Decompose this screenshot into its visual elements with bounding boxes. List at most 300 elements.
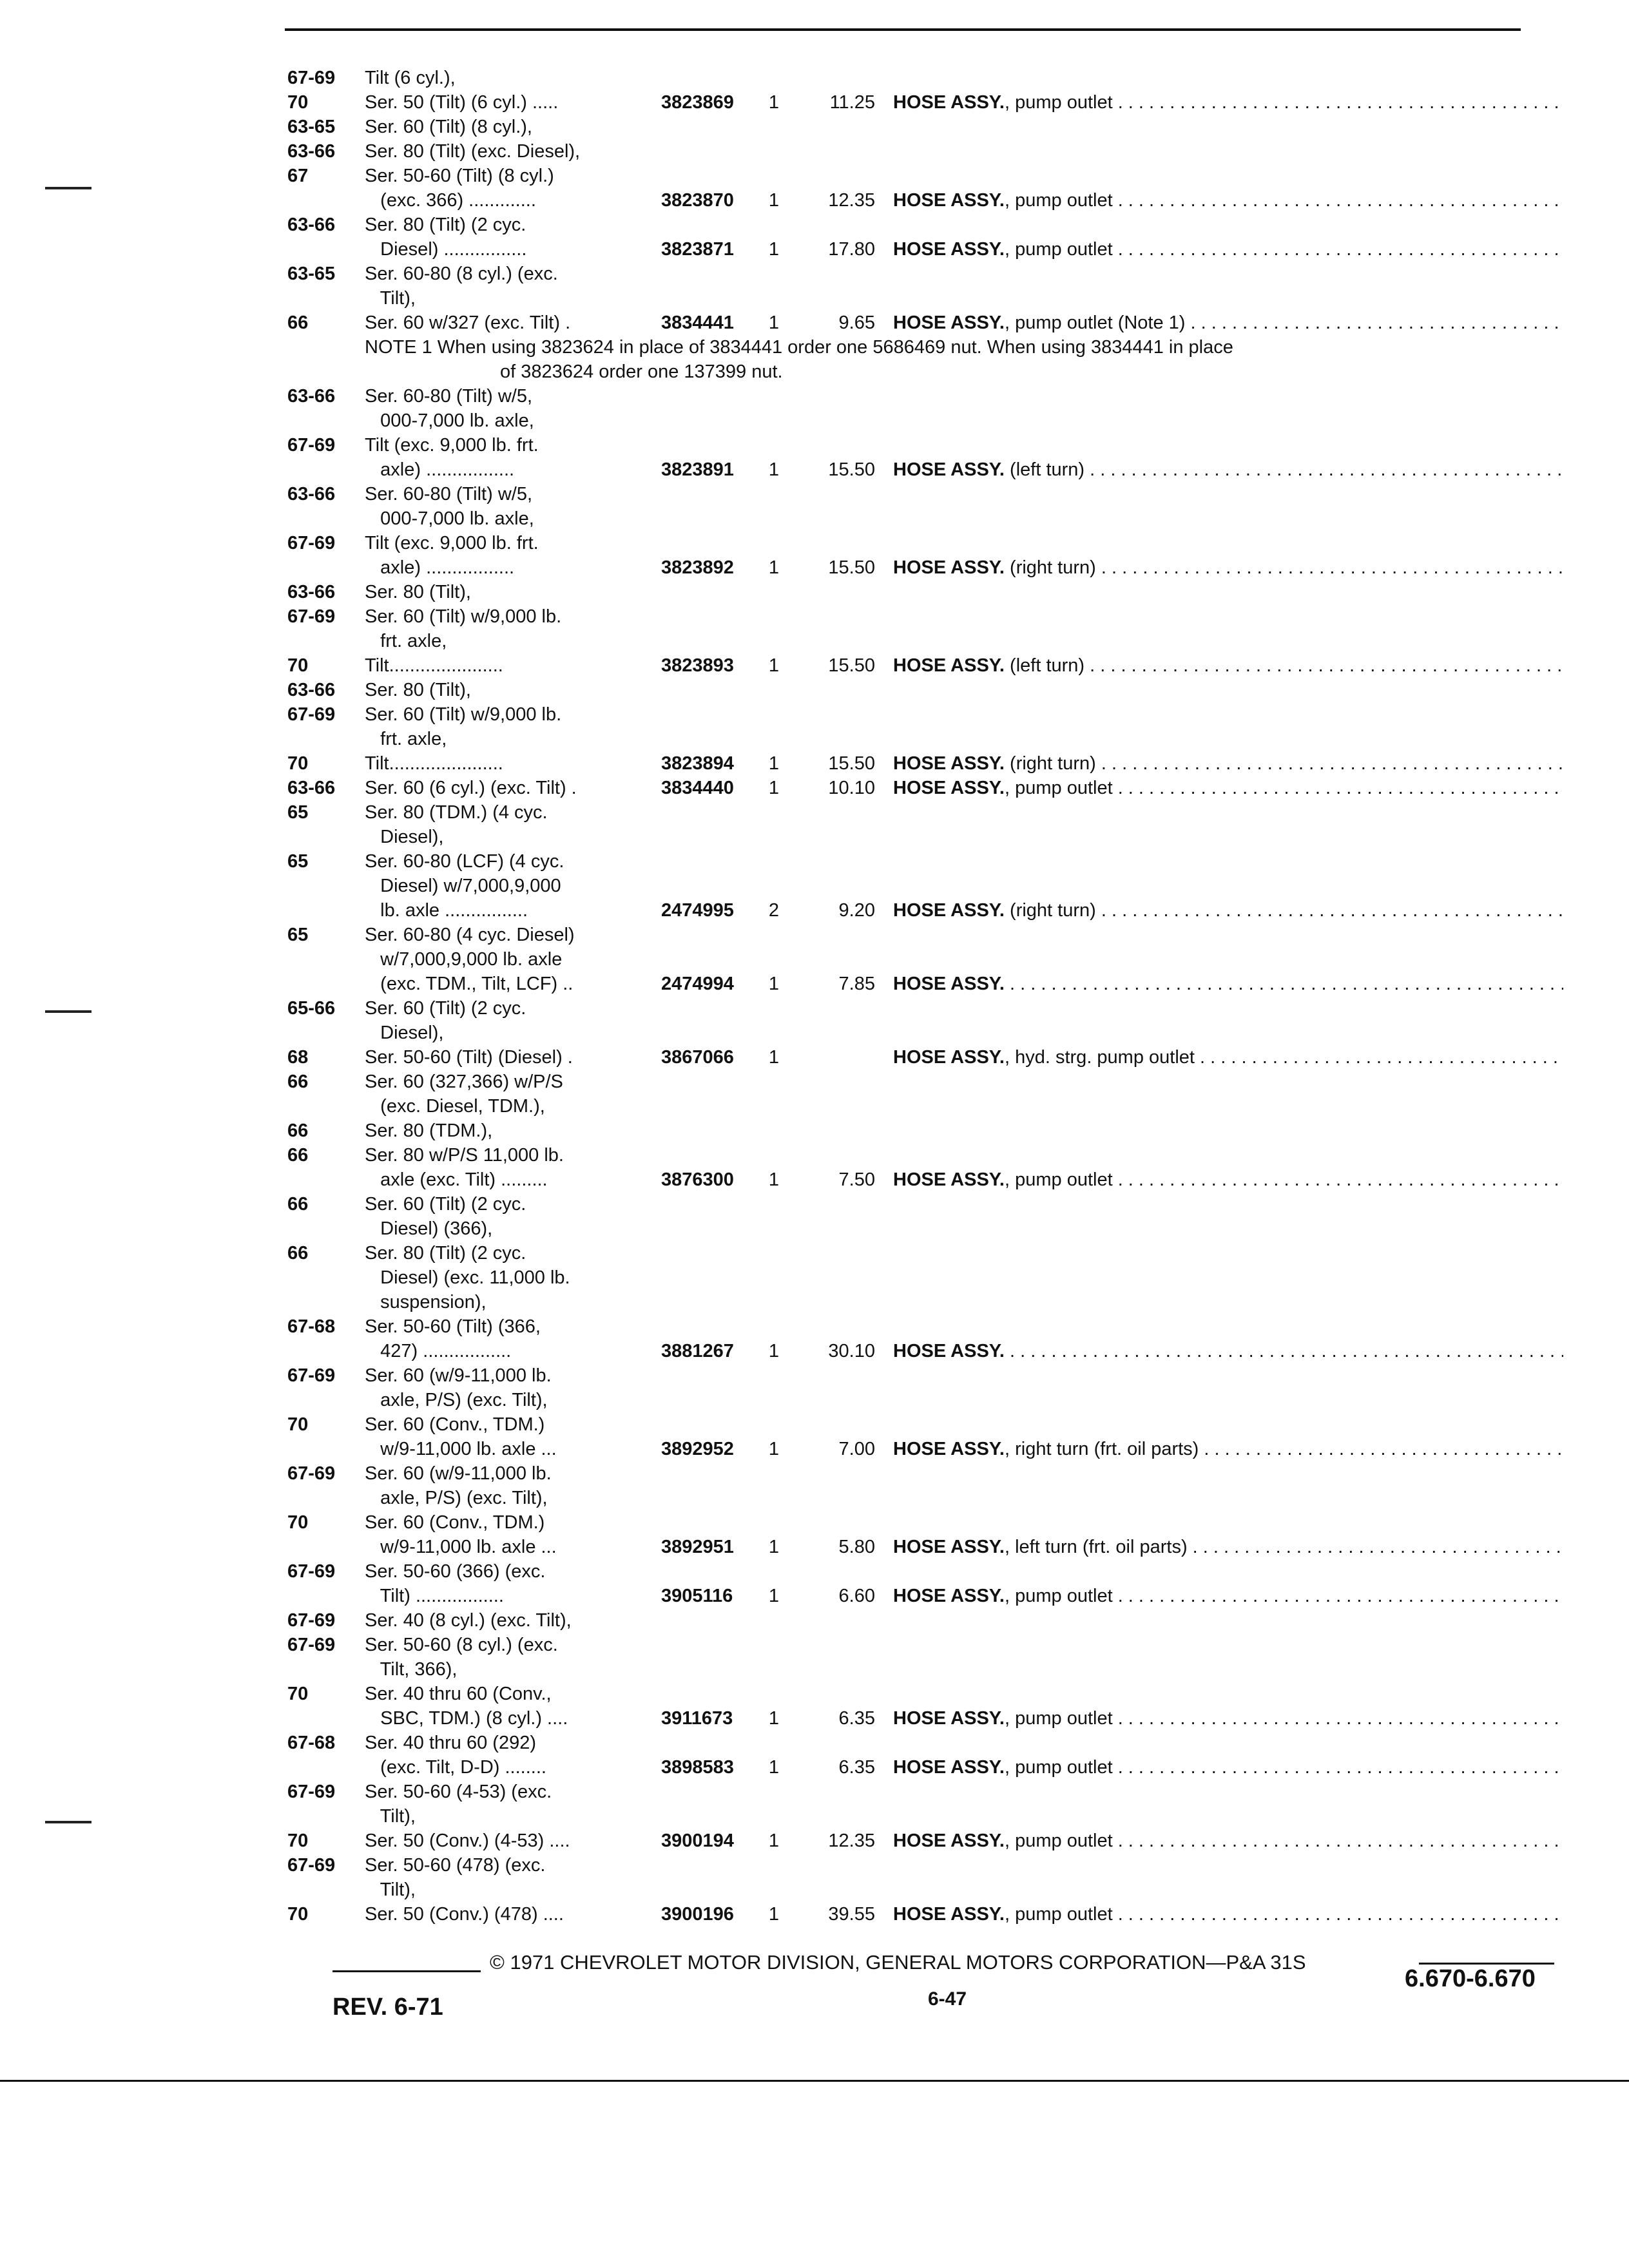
application-line: Ser. 60 (Tilt) (2 cyc. [365,998,526,1019]
model-year [287,1437,365,1461]
application-line: Ser. 60 (Conv., TDM.) [365,1512,545,1533]
application [365,1780,661,1853]
model-year: 67-69 [287,1561,336,1582]
application-line: SBC, TDM.) (8 cyl.) .... [365,1708,568,1729]
application-line: Ser. 50-60 (8 cyl.) (exc. [365,1635,558,1655]
catalog-entry [287,213,1563,262]
model-year: 70 [287,92,309,113]
application [365,800,661,923]
application-line: (exc. 366) ............. [365,190,536,211]
model-year: 63-65 [287,117,336,137]
application-line: Ser. 60-80 (8 cyl.) (exc. [365,264,558,284]
model-years [287,580,365,678]
model-year [287,237,365,262]
part-detail: , pump outlet [1004,1831,1113,1851]
model-year [287,629,365,653]
price: 5.80 [838,1537,875,1557]
model-year [287,1804,365,1829]
catalog-entry [287,66,1563,115]
quantity: 1 [768,1439,780,1459]
note-1-line1: NOTE 1 When using 3823624 in place of 3834441 order one 5686469 nut. When using 3834441 in place [365,337,1233,358]
part-number: 3900194 [661,1831,734,1851]
application-line: Ser. 60 (Tilt) w/9,000 lb. [365,704,562,725]
quantity: 1 [768,753,780,774]
price: 10.10 [828,778,875,798]
model-year: 70 [287,1414,309,1435]
part-name: HOSE ASSY. [893,1439,1005,1459]
quantity: 1 [768,1169,780,1190]
price: 39.55 [828,1904,875,1925]
footer-rule-right [1419,1963,1554,1965]
part-name: HOSE ASSY. [893,1708,1005,1729]
application-line: Tilt), [365,288,416,309]
application [365,776,661,800]
catalog-entry [287,1461,1563,1559]
application-line: Tilt) ................. [365,1586,504,1606]
application-line: Ser. 80 (Tilt) (2 cyc. [365,1243,526,1264]
part-description [893,1339,1563,1363]
model-year [287,1878,365,1902]
quantity: 1 [768,1831,780,1851]
part-number: 3823894 [661,753,734,774]
application-line: Diesel), [365,827,444,847]
part-description [893,1437,1563,1461]
part-name: HOSE ASSY. [893,1586,1005,1606]
model-year: 67-69 [287,533,336,553]
application [365,1608,661,1731]
model-year: 70 [287,1831,309,1851]
footer-copyright: © 1971 CHEVROLET MOTOR DIVISION, GENERAL MOTORS CORPORATION—P&A 31S [490,1951,1306,1974]
model-year [287,1290,365,1314]
quantity: 1 [768,1341,780,1361]
part-description [893,751,1563,776]
price: 12.35 [828,190,875,211]
application-line: axle, P/S) (exc. Tilt), [365,1488,548,1508]
model-year: 66 [287,312,309,333]
part-description [893,311,1563,335]
price: 9.20 [838,900,875,921]
model-years [287,1192,365,1363]
footer-rule-left [333,1970,481,1972]
application-line: Ser. 80 (Tilt), [365,582,471,602]
application [365,580,661,678]
model-years [287,1780,365,1853]
application-line: 000-7,000 lb. axle, [365,410,534,431]
model-year [287,1657,365,1682]
model-years [287,213,365,262]
application-line: Tilt), [365,1879,416,1900]
model-year: 65 [287,925,309,945]
catalog-entry [287,996,1563,1070]
model-year: 67-69 [287,1463,336,1484]
margin-mark [45,1010,92,1013]
model-year: 67-69 [287,435,336,456]
model-years [287,996,365,1070]
part-description [893,457,1563,482]
model-year: 70 [287,1512,309,1533]
part-number: 3905116 [661,1586,733,1606]
part-description [893,1584,1563,1608]
application-line: Ser. 60 (Tilt) (8 cyl.), [365,117,532,137]
part-detail: , pump outlet [1004,778,1113,798]
part-description [893,90,1563,115]
model-years [287,678,365,776]
model-year [287,1339,365,1363]
application [365,1853,661,1927]
application [365,1559,661,1608]
model-years [287,66,365,115]
model-year: 67-69 [287,1782,336,1802]
application-line: Ser. 50-60 (Tilt) (8 cyl.) [365,166,554,186]
application [365,996,661,1070]
quantity: 1 [768,1586,780,1606]
quantity: 1 [768,655,780,676]
model-year: 67-69 [287,68,336,88]
model-year [287,188,365,213]
application-line: Tilt...................... [365,753,503,774]
model-year: 63-66 [287,778,336,798]
catalog-entry [287,1070,1563,1192]
application-line: Ser. 40 (8 cyl.) (exc. Tilt), [365,1610,572,1631]
part-number: 3823869 [661,92,734,113]
application-line: 000-7,000 lb. axle, [365,508,534,529]
application-line: Ser. 50-60 (Tilt) (366, [365,1316,541,1337]
margin-mark [45,187,92,189]
model-year [287,1168,365,1192]
part-name: HOSE ASSY. [893,1757,1005,1778]
quantity: 1 [768,1047,780,1068]
part-number: 3867066 [661,1047,734,1068]
application-line: Ser. 40 thru 60 (292) [365,1733,536,1753]
note-1-line2: of 3823624 order one 137399 nut. [500,361,783,382]
price: 7.85 [838,974,875,994]
note-1 [287,335,1563,384]
application-line: Ser. 80 w/P/S 11,000 lb. [365,1145,564,1166]
model-years [287,1853,365,1927]
page-number: 6-47 [928,1988,967,2010]
model-year: 66 [287,1194,309,1215]
application [365,482,661,580]
model-year [287,1216,365,1241]
part-number: 3898583 [661,1757,734,1778]
application-line: Ser. 60 (w/9-11,000 lb. [365,1365,552,1386]
part-name: HOSE ASSY. [893,753,1005,774]
model-years [287,923,365,996]
catalog-entry [287,1559,1563,1608]
part-detail: , pump outlet [1004,239,1113,260]
model-year: 67-69 [287,606,336,627]
application-line: Ser. 60 (w/9-11,000 lb. [365,1463,552,1484]
application-line: Diesel) w/7,000,9,000 [365,876,561,896]
parts-catalog-list [287,66,1563,1927]
part-detail: (right turn) [1004,557,1096,578]
top-rule [285,28,1521,31]
part-name: HOSE ASSY. [893,459,1005,480]
application-line: axle, P/S) (exc. Tilt), [365,1390,548,1410]
model-year [287,1388,365,1412]
price: 30.10 [828,1341,875,1361]
model-year: 67-68 [287,1733,336,1753]
part-number: 3876300 [661,1169,734,1190]
part-description [893,1168,1563,1192]
part-description [893,1755,1563,1780]
price: 6.35 [838,1757,875,1778]
model-year: 70 [287,1904,309,1925]
application-line: (exc. Tilt, D-D) ........ [365,1757,546,1778]
application-line: Diesel) (exc. 11,000 lb. [365,1267,570,1288]
price: 6.60 [838,1586,875,1606]
margin-mark [45,1821,92,1823]
application-line: Ser. 60-80 (4 cyc. Diesel) [365,925,575,945]
catalog-entry [287,580,1563,678]
part-detail: , pump outlet [1004,1586,1113,1606]
catalog-entry [287,482,1563,580]
part-detail: (right turn) [1004,753,1096,774]
model-year [287,457,365,482]
model-year: 66 [287,1120,309,1141]
model-years [287,384,365,482]
application-line: Tilt (exc. 9,000 lb. frt. [365,435,539,456]
application-line: axle) ................. [365,459,515,480]
part-description [893,972,1563,996]
application-line: Ser. 60 w/327 (exc. Tilt) . [365,312,571,333]
application-line: Ser. 60-80 (Tilt) w/5, [365,386,533,407]
price: 9.65 [838,312,875,333]
part-number: 3900196 [661,1904,734,1925]
model-year [287,555,365,580]
part-detail: (left turn) [1004,655,1085,676]
quantity: 2 [768,900,780,921]
part-number: 2474995 [661,900,734,921]
application-line: suspension), [365,1292,487,1312]
application-line: (exc. TDM., Tilt, LCF) .. [365,974,574,994]
part-description [893,555,1563,580]
application-line: w/9-11,000 lb. axle ... [365,1439,557,1459]
catalog-entry [287,678,1563,776]
model-year: 66 [287,1243,309,1264]
part-number: 3881267 [661,1341,734,1361]
part-description [893,1045,1563,1070]
price: 6.35 [838,1708,875,1729]
quantity: 1 [768,1904,780,1925]
application-line: Diesel) (366), [365,1218,493,1239]
model-year [287,408,365,433]
application-line: Ser. 60 (Tilt) w/9,000 lb. [365,606,562,627]
application [365,66,661,115]
application-line: Ser. 60-80 (Tilt) w/5, [365,484,533,505]
model-years [287,1608,365,1731]
application-line: Ser. 60-80 (LCF) (4 cyc. [365,851,564,872]
part-name: HOSE ASSY. [893,239,1005,260]
model-year: 70 [287,655,309,676]
part-detail: , pump outlet [1004,92,1113,113]
application-line: w/7,000,9,000 lb. axle [365,949,563,970]
part-name: HOSE ASSY. [893,1047,1005,1068]
part-name: HOSE ASSY. [893,312,1005,333]
application [365,1461,661,1559]
part-description [893,237,1563,262]
application-line: Ser. 50 (Conv.) (4-53) .... [365,1831,570,1851]
part-detail: , pump outlet [1004,190,1113,211]
part-name: HOSE ASSY. [893,1831,1005,1851]
price: 7.50 [838,1169,875,1190]
model-years [287,115,365,213]
model-year: 65 [287,802,309,823]
part-name: HOSE ASSY. [893,655,1005,676]
application-line: frt. axle, [365,631,447,651]
part-detail: , left turn (frt. oil parts) [1004,1537,1188,1557]
application-line: axle (exc. Tilt) ......... [365,1169,548,1190]
application-line: axle) ................. [365,557,515,578]
catalog-entry [287,1853,1563,1927]
model-year: 63-66 [287,215,336,235]
application-line: Ser. 80 (Tilt) (2 cyc. [365,215,526,235]
model-year [287,874,365,898]
part-name: HOSE ASSY. [893,557,1005,578]
model-year [287,972,365,996]
part-name: HOSE ASSY. [893,900,1005,921]
model-year: 67-69 [287,1365,336,1386]
model-year: 68 [287,1047,309,1068]
model-years [287,1363,365,1461]
part-name: HOSE ASSY. [893,778,1005,798]
bottom-rule [0,2080,1629,2082]
quantity: 1 [768,1708,780,1729]
part-name: HOSE ASSY. [893,190,1005,211]
model-year: 63-66 [287,484,336,505]
model-year [287,506,365,531]
application-line: Ser. 50-60 (4-53) (exc. [365,1782,552,1802]
part-name: HOSE ASSY. [893,1904,1005,1925]
quantity: 1 [768,239,780,260]
application [365,1731,661,1780]
catalog-entry [287,776,1563,800]
application-line: Diesel) ................ [365,239,527,260]
application [365,1363,661,1461]
application-line: frt. axle, [365,729,447,749]
model-years [287,776,365,800]
application-line: Ser. 80 (TDM.) (4 cyc. [365,802,548,823]
model-year: 70 [287,753,309,774]
model-year: 66 [287,1145,309,1166]
application-line: Ser. 40 thru 60 (Conv., [365,1684,552,1704]
part-number: 3834440 [661,778,734,798]
model-year: 67 [287,166,309,186]
application-line: Ser. 80 (TDM.), [365,1120,493,1141]
model-year: 63-66 [287,680,336,700]
price: 15.50 [828,557,875,578]
part-description [893,1902,1563,1927]
price: 15.50 [828,459,875,480]
application-line: Ser. 50-60 (366) (exc. [365,1561,546,1582]
model-year: 63-65 [287,264,336,284]
application [365,1070,661,1192]
model-year [287,825,365,849]
model-year: 63-66 [287,141,336,162]
application-line: w/9-11,000 lb. axle ... [365,1537,557,1557]
model-year [287,1265,365,1290]
model-year: 65-66 [287,998,336,1019]
price: 17.80 [828,239,875,260]
part-detail: , right turn (frt. oil parts) [1004,1439,1199,1459]
quantity: 1 [768,1757,780,1778]
price: 12.35 [828,1831,875,1851]
application-line: Ser. 50-60 (478) (exc. [365,1855,546,1876]
application-line: Ser. 80 (Tilt) (exc. Diesel), [365,141,581,162]
quantity: 1 [768,778,780,798]
application [365,1192,661,1363]
application-line: Ser. 60 (327,366) w/P/S [365,1072,563,1092]
model-year [287,727,365,751]
part-detail: , pump outlet [1004,1169,1113,1190]
part-description [893,1535,1563,1559]
quantity: 1 [768,1537,780,1557]
catalog-entry [287,384,1563,482]
part-number: 3823871 [661,239,734,260]
part-detail: , pump outlet (Note 1) [1004,312,1186,333]
price: 7.00 [838,1439,875,1459]
part-number: 3911673 [661,1708,733,1729]
part-detail: , pump outlet [1004,1708,1113,1729]
part-detail: , pump outlet [1004,1904,1113,1925]
application-line: Tilt...................... [365,655,503,676]
model-years [287,482,365,580]
part-number: 3892951 [661,1537,734,1557]
price [796,1045,893,1070]
application-line: Tilt), [365,1806,416,1827]
application-line: lb. axle ................ [365,900,528,921]
application-line: Tilt (6 cyl.), [365,68,456,88]
catalog-entry [287,1192,1563,1363]
model-year: 63-66 [287,386,336,407]
application [365,115,661,213]
model-year: 67-69 [287,1610,336,1631]
price: 11.25 [829,92,875,113]
application-line: Ser. 80 (Tilt), [365,680,471,700]
model-years [287,262,365,335]
part-name: HOSE ASSY. [893,1537,1005,1557]
section-number: 6.670-6.670 [1405,1965,1536,1992]
application-line: Ser. 60 (Tilt) (2 cyc. [365,1194,526,1215]
model-year: 65 [287,851,309,872]
quantity: 1 [768,312,780,333]
model-years [287,1070,365,1192]
quantity: 1 [768,974,780,994]
catalog-entry [287,262,1563,335]
part-number: 3892952 [661,1439,734,1459]
catalog-entry [287,1780,1563,1853]
part-name: HOSE ASSY. [893,974,1005,994]
model-year [287,1706,365,1731]
model-year [287,286,365,311]
part-description [893,188,1563,213]
application-line: Ser. 50 (Conv.) (478) .... [365,1904,564,1925]
model-year: 70 [287,1684,309,1704]
model-year [287,1486,365,1510]
model-years [287,1731,365,1780]
catalog-entry [287,1608,1563,1731]
application-line: Tilt, 366), [365,1659,458,1680]
part-description [893,776,1563,800]
application-line: (exc. Diesel, TDM.), [365,1096,545,1117]
catalog-entry [287,800,1563,923]
application [365,213,661,262]
model-year: 67-69 [287,1855,336,1876]
model-year [287,1584,365,1608]
model-year [287,1755,365,1780]
part-name: HOSE ASSY. [893,92,1005,113]
price: 15.50 [828,655,875,676]
